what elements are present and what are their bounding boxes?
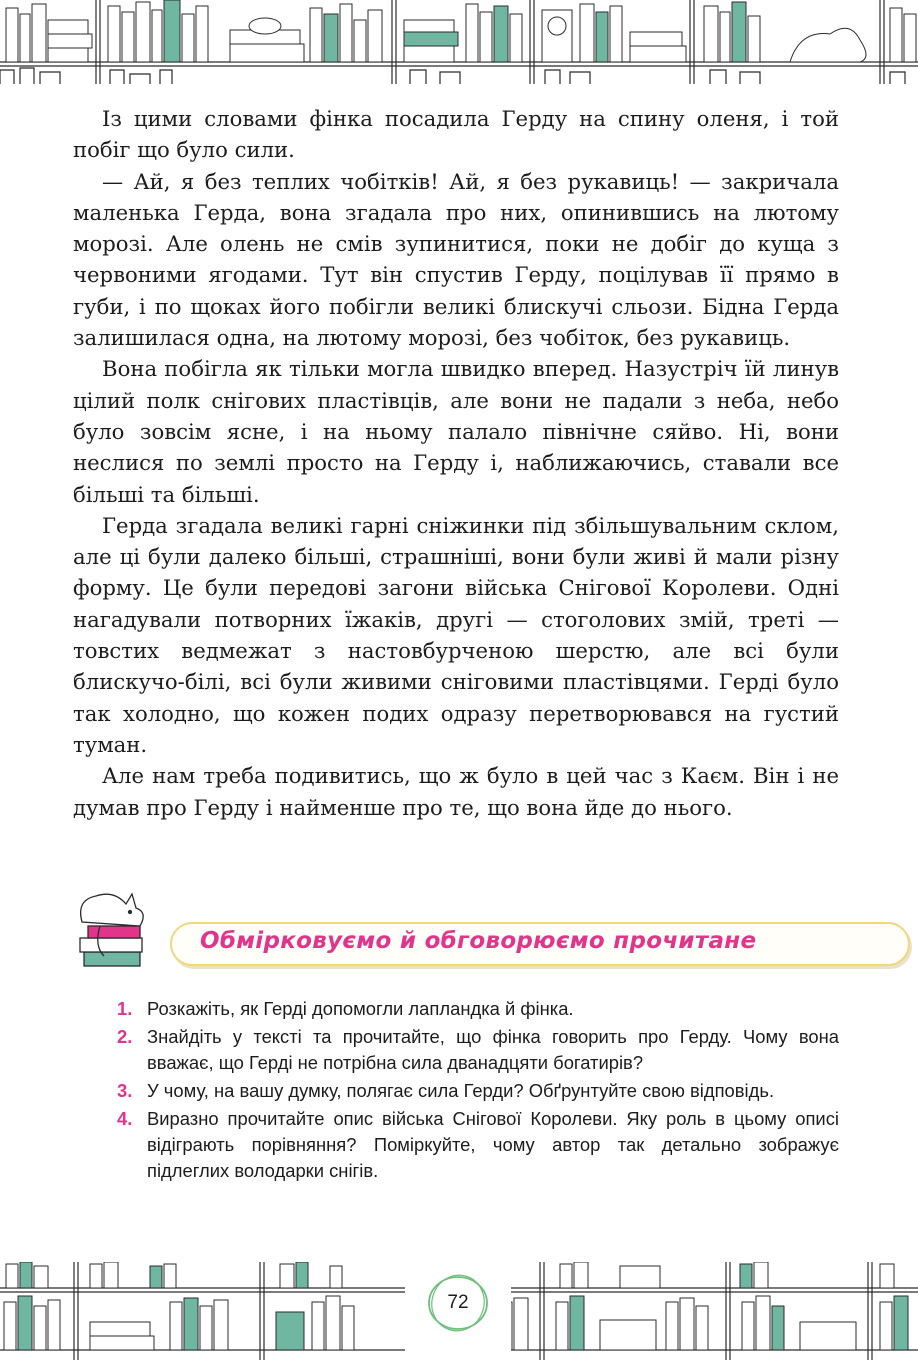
story-text [73, 103, 839, 823]
question-number: 1. [117, 998, 133, 1019]
question-item [117, 1024, 839, 1076]
story-paragraph: Із цими словами фінка посадила Герду на спину оленя, і той побіг що було сили. [73, 106, 839, 163]
cat-on-books-icon [70, 886, 160, 972]
story-paragraph: Але нам треба подивитись, що ж було в цей час з Каєм. Він і не думав про Герду і найменше про те, що вона йде до нього. [73, 763, 839, 820]
page-number: 72 [447, 1292, 469, 1313]
section-title: Обмірковуємо й обговорюємо прочитане [200, 928, 757, 954]
question-number: 2. [117, 1026, 133, 1047]
discussion-questions [117, 996, 839, 1186]
question-number: 3. [117, 1080, 133, 1101]
question-text: Розкажіть, як Герді допомогли лапландка й фінка. [147, 998, 574, 1019]
page-number-badge [425, 1272, 491, 1334]
story-paragraph: — Ай, я без теплих чобітків! Ай, я без рукавиць! — закричала маленька Герда, вона згадала про них, опинившись на лютому морозі. Але олень не смів зупинитися, поки не добіг до куща з червоними ягодами. Тут він спустив Герду, поцілував її прямо в губи, і по щоках його побігли великі блискучі сльози. Бідна Герда залишилася одна, на лютому морозі, без чобіток, без рукавиць. [73, 168, 839, 351]
story-paragraph: Вона побігла як тільки могла швидко вперед. Назустріч їй линув цілий полк снігових пластівців, але вони не падали з неба, небо було зовсім ясне, і на ньому палало північне сяйво. Ні, вони неслися по землі просто на Герду і, наближаючись, ставали все більші та більші. [73, 356, 839, 507]
top-bookshelf-illustration [0, 0, 918, 84]
question-number: 4. [117, 1108, 133, 1129]
story-paragraph: Герда згадала великі гарні сніжинки під збільшувальним склом, але ці були далеко більші, страшніші, вони були живі й мали різну форму. Це були передові загони війська Снігової Королеви. Одні нагадували потворних їжаків, другі — стоголових змій, треті — товстих ведмежат з настовбурченою шерстю, але всі були блискучо-білі, всі були живими сніговими пластівцями. Герді було так холодно, що кожен подих одразу перетворювався на густий туман. [73, 512, 839, 757]
question-item [117, 996, 839, 1022]
question-item [117, 1078, 839, 1104]
question-item [117, 1106, 839, 1184]
question-text: Знайдіть у тексті та прочитайте, що фінка говорить про Герду. Чому вона вважає, що Герді не потрібна сила дванадцяти богатирів? [147, 1026, 839, 1073]
question-text: Виразно прочитайте опис війська Снігової Королеви. Яку роль в цьому описі відіграють порівняння? Поміркуйте, чому автор так детально зображує підлеглих володарки снігів. [147, 1108, 839, 1181]
question-text: У чому, на вашу думку, полягає сила Герди? Обґрунтуйте свою відповідь. [147, 1080, 775, 1101]
discussion-section-header [70, 886, 845, 976]
